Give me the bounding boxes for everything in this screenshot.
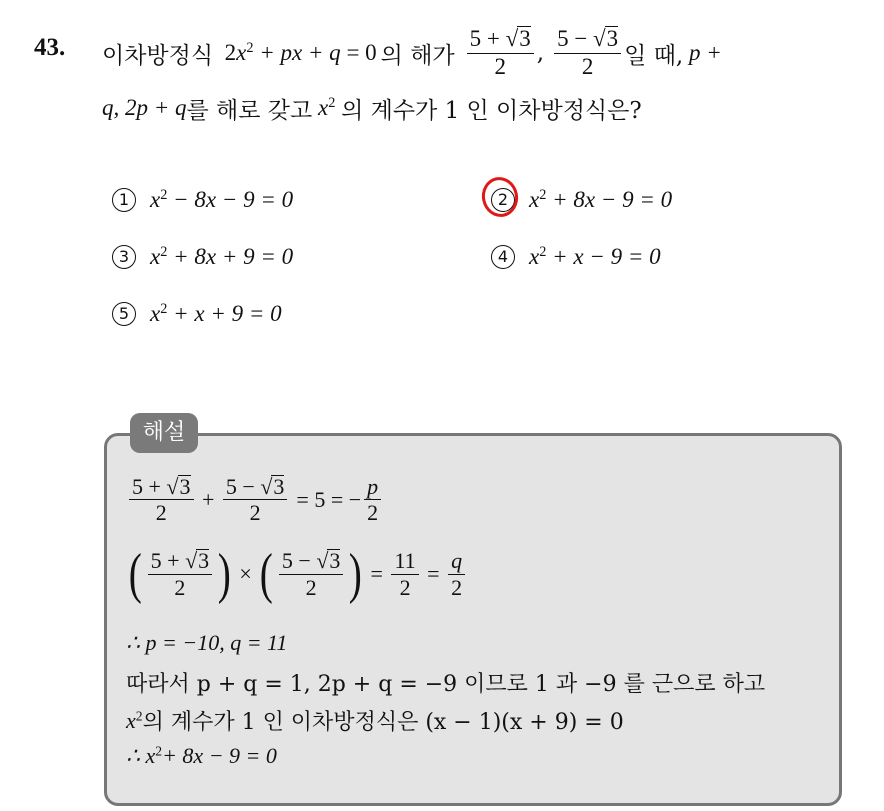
question-text-c: 일 때, xyxy=(624,42,684,69)
choice-number: 2 xyxy=(491,188,515,212)
choice-4[interactable] xyxy=(491,240,661,274)
question-number: 43. xyxy=(34,34,66,61)
choice-number: 5 xyxy=(112,302,136,326)
root-2-fraction: $\frac{5 - √3}{2}$ xyxy=(554,26,621,80)
question-text-b: 의 해가 xyxy=(380,42,455,69)
question-line-2 xyxy=(102,88,642,128)
choice-expression: $x^2 - 8x - 9 = 0$ xyxy=(150,187,294,212)
choice-5[interactable] xyxy=(112,297,282,331)
root-1-fraction: $\frac{5 + √3}{2}$ xyxy=(129,474,194,526)
choice-number: 1 xyxy=(112,188,136,212)
root-2-fraction: $\frac{5 - √3}{2}$ xyxy=(223,474,288,526)
choice-expression: $x^2 + 8x - 9 = 0$ xyxy=(529,187,673,212)
root-1-fraction: $\frac{5 + √3}{2}$ xyxy=(148,548,213,600)
comma: , xyxy=(536,40,545,66)
roots-expression: q, 2p + q xyxy=(102,95,187,120)
solution-line-4: 따라서 p + q = 1, 2p + q = −9 이므로 1 과 −9 를 근으로 하고 xyxy=(126,672,766,697)
equation-2x2: $2x^2$ + px + q xyxy=(224,40,347,65)
root-2-fraction: $\frac{5 - √3}{2}$ xyxy=(279,548,344,600)
solution-line-3: ∴ p = −10, q = 11 xyxy=(126,630,288,655)
choice-expression: $x^2 + x + 9 = 0$ xyxy=(150,301,282,326)
choice-3[interactable] xyxy=(112,240,293,274)
root-1-fraction: $\frac{5 + √3}{2}$ xyxy=(467,26,534,80)
solution-tab: 해설 xyxy=(130,413,198,453)
solution-line-6: ∴ $x^2$ + 8x − 9 = 0 xyxy=(126,743,277,768)
solution-line-5: $x^2$ 의 계수가 1 인 이차방정식은 (x − 1)(x + 9) = 0 xyxy=(126,707,624,735)
q-over-2: $\frac{q}{2}$ xyxy=(448,548,465,600)
choice-number: 4 xyxy=(491,245,515,269)
neg-p-over-2: $\frac{p}{2}$ xyxy=(364,474,381,526)
x-squared: $x^2$ xyxy=(312,95,336,120)
solution-line-1: $\frac{5 + √3}{2}$ + $\frac{5 - √3}{2}$ = 5 = − $\frac{p}{2}$ xyxy=(126,474,384,526)
p-plus: p + xyxy=(683,40,722,65)
question-line2-text-b: 를 해로 갖고 xyxy=(186,97,313,124)
eleven-over-2: $\frac{11}{2}$ xyxy=(391,548,418,600)
question-line-1 xyxy=(102,18,722,88)
sum-value: = 5 = − xyxy=(296,486,362,512)
equation-equals-zero: = 0 xyxy=(346,40,377,65)
choice-number: 3 xyxy=(112,245,136,269)
question-line2-text-c: 의 계수가 1 인 이차방정식은? xyxy=(341,97,642,124)
solution-line-2: ( $\frac{5 + √3}{2}$ ) × ( $\frac{5 - √3}{2}$ ) = $\frac{11}{2}$ = $\frac{q}{2}$ xyxy=(126,546,468,602)
choice-expression: $x^2 + 8x + 9 = 0$ xyxy=(150,244,294,269)
choice-expression: $x^2 + x - 9 = 0$ xyxy=(529,244,661,269)
question-text-a: 이차방정식 xyxy=(102,42,214,69)
choice-1[interactable] xyxy=(112,183,293,217)
